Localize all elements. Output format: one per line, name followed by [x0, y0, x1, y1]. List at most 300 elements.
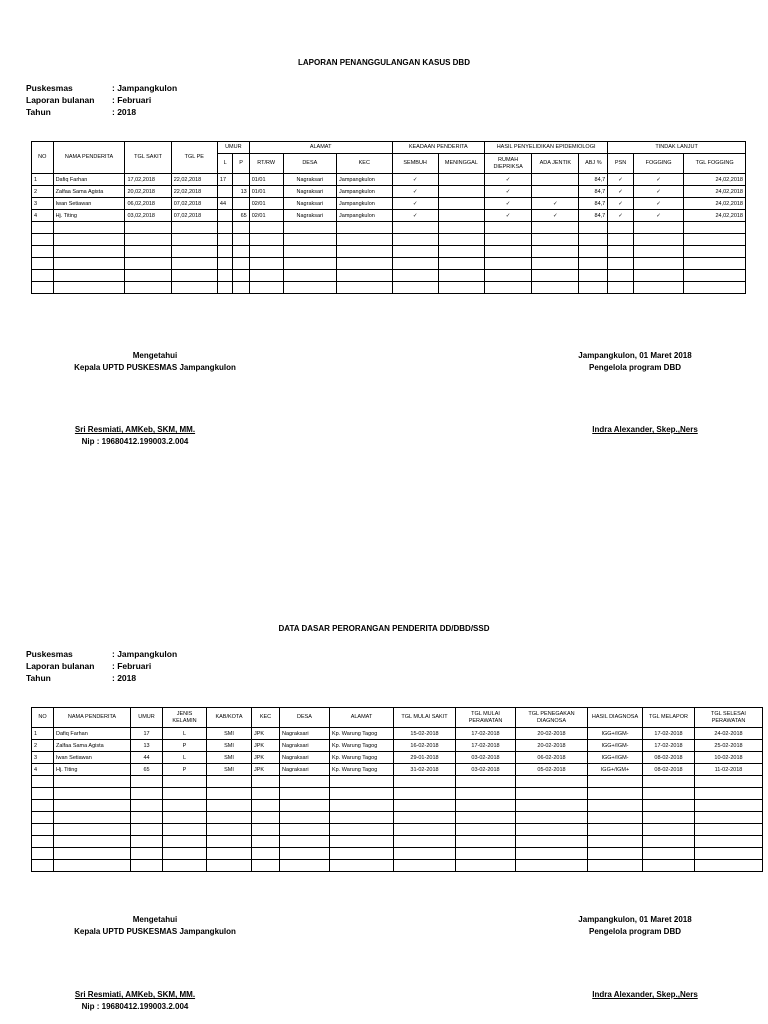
- cell-col-6: Nagraksari: [280, 752, 330, 764]
- empty-cell: [588, 812, 643, 824]
- empty-row: [32, 234, 746, 246]
- empty-cell: [695, 824, 763, 836]
- empty-cell: [207, 824, 252, 836]
- empty-cell: [337, 270, 393, 282]
- empty-cell: [131, 776, 163, 788]
- cell-no: 1: [32, 174, 54, 186]
- empty-cell: [394, 824, 456, 836]
- empty-cell: [330, 788, 394, 800]
- empty-cell: [54, 812, 131, 824]
- cell-col-6: Nagraksari: [280, 764, 330, 776]
- empty-cell: [233, 258, 249, 270]
- empty-cell: [456, 788, 516, 800]
- empty-cell: [394, 812, 456, 824]
- empty-cell: [695, 800, 763, 812]
- empty-cell: [283, 222, 336, 234]
- empty-cell: [131, 860, 163, 872]
- empty-cell: [249, 282, 283, 294]
- empty-cell: [252, 848, 280, 860]
- empty-row: [32, 824, 763, 836]
- empty-cell: [125, 234, 171, 246]
- empty-row: [32, 776, 763, 788]
- sig-jabatan: Kepala UPTD PUSKESMAS Jampangkulon: [74, 927, 236, 936]
- empty-cell: [32, 282, 54, 294]
- report1-title: LAPORAN PENANGGULANGAN KASUS DBD: [297, 58, 470, 67]
- sig-nip: Nip : 19680412.199003.2.004: [81, 437, 189, 446]
- cell-jentik: ✓: [532, 210, 579, 222]
- empty-cell: [394, 800, 456, 812]
- empty-cell: [588, 836, 643, 848]
- cell-col-3: L: [163, 728, 207, 740]
- cell-col-12: 08-02-2018: [643, 764, 695, 776]
- sig-mengetahui: Mengetahui: [132, 351, 178, 360]
- report2-info: [26, 648, 177, 684]
- cell-abj: 84,7: [579, 174, 608, 186]
- header-desa: DESA: [283, 154, 336, 174]
- cell-col-8: 29-01-2018: [394, 752, 456, 764]
- empty-cell: [131, 836, 163, 848]
- empty-cell: [438, 234, 484, 246]
- cell-col-10: 05-02-2018: [516, 764, 588, 776]
- empty-cell: [456, 824, 516, 836]
- report2-table: [31, 707, 763, 872]
- empty-cell: [283, 282, 336, 294]
- empty-cell: [608, 270, 634, 282]
- sig-place-date: Jampangkulon, 01 Maret 2018: [578, 915, 692, 924]
- empty-cell: [53, 246, 125, 258]
- cell-kec: Jampangkulon: [337, 198, 393, 210]
- cell-col-0: 1: [32, 728, 54, 740]
- cell-col-8: 15-02-2018: [394, 728, 456, 740]
- empty-cell: [54, 800, 131, 812]
- empty-cell: [280, 848, 330, 860]
- cell-psn: ✓: [608, 210, 634, 222]
- report1-signature-right-name: [530, 424, 760, 436]
- empty-cell: [283, 258, 336, 270]
- empty-cell: [207, 860, 252, 872]
- empty-cell: [207, 800, 252, 812]
- empty-cell: [207, 836, 252, 848]
- empty-cell: [695, 812, 763, 824]
- header-col-4: KAB/KOTA: [207, 708, 252, 728]
- cell-fogging: ✓: [633, 186, 683, 198]
- empty-cell: [484, 270, 531, 282]
- header-psn: PSN: [608, 154, 634, 174]
- cell-p: 65: [233, 210, 249, 222]
- empty-cell: [643, 848, 695, 860]
- cell-meninggal: [438, 174, 484, 186]
- header-keadaan: KEADAAN PENDERITA: [392, 142, 484, 154]
- empty-cell: [456, 812, 516, 824]
- empty-cell: [32, 258, 54, 270]
- empty-cell: [249, 270, 283, 282]
- empty-cell: [280, 836, 330, 848]
- cell-rumah: ✓: [484, 174, 531, 186]
- empty-row: [32, 836, 763, 848]
- cell-meninggal: [438, 210, 484, 222]
- cell-col-4: SMI: [207, 764, 252, 776]
- empty-cell: [456, 860, 516, 872]
- cell-col-11: IGG+/IGM-: [588, 740, 643, 752]
- empty-cell: [456, 836, 516, 848]
- empty-cell: [394, 836, 456, 848]
- cell-jentik: ✓: [532, 198, 579, 210]
- empty-row: [32, 222, 746, 234]
- empty-cell: [484, 222, 531, 234]
- header-col-8: TGL MULAI SAKIT: [394, 708, 456, 728]
- empty-cell: [32, 246, 54, 258]
- empty-cell: [633, 222, 683, 234]
- cell-sembuh: ✓: [392, 186, 438, 198]
- empty-cell: [207, 848, 252, 860]
- empty-cell: [53, 270, 125, 282]
- header-col-9: TGL MULAI PERAWATAN: [456, 708, 516, 728]
- empty-cell: [125, 258, 171, 270]
- cell-kec: Jampangkulon: [337, 174, 393, 186]
- empty-cell: [588, 776, 643, 788]
- cell-desa: Nagraksari: [283, 186, 336, 198]
- table-row: [32, 186, 746, 198]
- cell-tgl-pe: 07,02,2018: [171, 210, 217, 222]
- cell-col-11: IGG+/IGM+: [588, 764, 643, 776]
- empty-cell: [131, 848, 163, 860]
- empty-cell: [54, 848, 131, 860]
- empty-cell: [217, 270, 232, 282]
- empty-cell: [163, 800, 207, 812]
- cell-p: [233, 174, 249, 186]
- empty-cell: [233, 246, 249, 258]
- sig-nip: Nip : 19680412.199003.2.004: [81, 1002, 189, 1011]
- cell-col-2: 44: [131, 752, 163, 764]
- sig-name: Indra Alexander, Skep.,Ners: [592, 990, 698, 999]
- info-label: Tahun: [26, 107, 51, 117]
- empty-cell: [337, 282, 393, 294]
- report1-signature-left-name: [60, 424, 210, 448]
- empty-cell: [337, 246, 393, 258]
- empty-cell: [125, 282, 171, 294]
- empty-cell: [252, 800, 280, 812]
- cell-abj: 84,7: [579, 210, 608, 222]
- empty-cell: [633, 246, 683, 258]
- empty-cell: [252, 824, 280, 836]
- empty-cell: [233, 270, 249, 282]
- cell-col-1: Dafiq Farhan: [54, 728, 131, 740]
- empty-cell: [131, 800, 163, 812]
- table-row: [32, 728, 763, 740]
- empty-cell: [54, 824, 131, 836]
- empty-cell: [643, 776, 695, 788]
- cell-col-0: 2: [32, 740, 54, 752]
- empty-cell: [633, 258, 683, 270]
- cell-col-7: Kp. Warung Tagog: [330, 764, 394, 776]
- info-label: Puskesmas: [26, 83, 73, 93]
- empty-cell: [438, 258, 484, 270]
- empty-cell: [695, 860, 763, 872]
- empty-cell: [54, 776, 131, 788]
- empty-cell: [252, 812, 280, 824]
- empty-cell: [207, 788, 252, 800]
- cell-nama: Hj. Titing: [53, 210, 125, 222]
- header-col-10: TGL PENEGAKAN DIAGNOSA: [516, 708, 588, 728]
- empty-cell: [695, 776, 763, 788]
- cell-col-3: P: [163, 764, 207, 776]
- empty-cell: [588, 800, 643, 812]
- empty-cell: [394, 788, 456, 800]
- cell-tgl-pe: 07,02,2018: [171, 198, 217, 210]
- empty-cell: [456, 848, 516, 860]
- empty-cell: [163, 836, 207, 848]
- cell-col-5: JPK: [252, 740, 280, 752]
- empty-cell: [588, 788, 643, 800]
- table-row: [32, 740, 763, 752]
- info-value: : Jampangkulon: [112, 649, 178, 659]
- header-tgl-pe: TGL PE: [171, 142, 217, 174]
- empty-cell: [32, 800, 54, 812]
- header-hasil-pe: HASIL PENYELIDIKAN EPIDEMIOLOGI: [484, 142, 607, 154]
- cell-abj: 84,7: [579, 198, 608, 210]
- empty-cell: [633, 282, 683, 294]
- cell-psn: ✓: [608, 174, 634, 186]
- empty-row: [32, 258, 746, 270]
- empty-cell: [516, 812, 588, 824]
- cell-abj: 84,7: [579, 186, 608, 198]
- empty-cell: [207, 776, 252, 788]
- cell-sembuh: ✓: [392, 198, 438, 210]
- header-fogging: FOGGING: [633, 154, 683, 174]
- table-row: [32, 764, 763, 776]
- empty-cell: [171, 282, 217, 294]
- empty-cell: [643, 824, 695, 836]
- empty-cell: [330, 860, 394, 872]
- empty-cell: [252, 860, 280, 872]
- empty-cell: [516, 836, 588, 848]
- empty-cell: [579, 258, 608, 270]
- empty-cell: [484, 282, 531, 294]
- cell-meninggal: [438, 186, 484, 198]
- empty-row: [32, 246, 746, 258]
- empty-cell: [588, 860, 643, 872]
- empty-cell: [163, 824, 207, 836]
- empty-cell: [330, 824, 394, 836]
- empty-row: [32, 860, 763, 872]
- empty-row: [32, 812, 763, 824]
- empty-cell: [392, 270, 438, 282]
- info-value: : Jampangkulon: [112, 83, 178, 93]
- empty-cell: [588, 824, 643, 836]
- empty-cell: [484, 246, 531, 258]
- empty-cell: [438, 282, 484, 294]
- cell-rumah: ✓: [484, 186, 531, 198]
- cell-rtrw: 02/01: [249, 198, 283, 210]
- report1-signature-left: [20, 350, 290, 374]
- report2-signature-left: [20, 914, 290, 938]
- header-tindak-lanjut: TINDAK LANJUT: [608, 142, 746, 154]
- cell-col-3: P: [163, 740, 207, 752]
- empty-cell: [249, 222, 283, 234]
- cell-desa: Nagraksari: [283, 198, 336, 210]
- empty-cell: [131, 788, 163, 800]
- cell-col-4: SMI: [207, 728, 252, 740]
- empty-cell: [516, 824, 588, 836]
- cell-col-5: JPK: [252, 764, 280, 776]
- empty-cell: [392, 246, 438, 258]
- empty-cell: [392, 258, 438, 270]
- empty-row: [32, 788, 763, 800]
- header-col-12: TGL MELAPOR: [643, 708, 695, 728]
- empty-cell: [516, 848, 588, 860]
- empty-cell: [163, 860, 207, 872]
- cell-l: [217, 210, 232, 222]
- info-label: Puskesmas: [26, 649, 73, 659]
- cell-col-12: 17-02-2018: [643, 740, 695, 752]
- cell-sembuh: ✓: [392, 210, 438, 222]
- empty-cell: [684, 246, 746, 258]
- cell-col-4: SMI: [207, 740, 252, 752]
- empty-cell: [125, 270, 171, 282]
- empty-cell: [171, 258, 217, 270]
- header-col-11: HASIL DIAGNOSA: [588, 708, 643, 728]
- empty-cell: [125, 222, 171, 234]
- header-col-3: JENIS KELAMIN: [163, 708, 207, 728]
- empty-row: [32, 800, 763, 812]
- empty-cell: [330, 776, 394, 788]
- report2-signature-right: [530, 914, 740, 938]
- empty-cell: [217, 246, 232, 258]
- cell-col-2: 65: [131, 764, 163, 776]
- empty-cell: [643, 812, 695, 824]
- empty-cell: [438, 246, 484, 258]
- empty-cell: [32, 776, 54, 788]
- empty-cell: [394, 860, 456, 872]
- header-rtrw: RT/RW: [249, 154, 283, 174]
- cell-col-2: 13: [131, 740, 163, 752]
- empty-cell: [233, 222, 249, 234]
- empty-cell: [633, 270, 683, 282]
- cell-col-13: 25-02-2018: [695, 740, 763, 752]
- empty-cell: [330, 836, 394, 848]
- empty-cell: [438, 222, 484, 234]
- header-nama: NAMA PENDERITA: [53, 142, 125, 174]
- sig-name: Sri Resmiati, AMKeb, SKM, MM.: [74, 990, 196, 999]
- cell-p: 13: [233, 186, 249, 198]
- sig-mengetahui: Mengetahui: [132, 915, 178, 924]
- empty-cell: [695, 836, 763, 848]
- info-value: : 2018: [112, 107, 137, 117]
- cell-rtrw: 01/01: [249, 186, 283, 198]
- cell-col-1: Hj. Titing: [54, 764, 131, 776]
- empty-cell: [608, 222, 634, 234]
- info-value: : Februari: [112, 95, 152, 105]
- empty-cell: [392, 222, 438, 234]
- report2-signature-left-name: [60, 989, 210, 1013]
- cell-col-5: JPK: [252, 752, 280, 764]
- empty-cell: [32, 788, 54, 800]
- empty-cell: [532, 222, 579, 234]
- empty-cell: [579, 270, 608, 282]
- cell-rumah: ✓: [484, 210, 531, 222]
- empty-cell: [280, 788, 330, 800]
- info-label: Laporan bulanan: [26, 95, 95, 105]
- empty-cell: [643, 836, 695, 848]
- cell-col-13: 11-02-2018: [695, 764, 763, 776]
- cell-col-12: 17-02-2018: [643, 728, 695, 740]
- cell-col-10: 06-02-2018: [516, 752, 588, 764]
- cell-tgl-pe: 22,02,2018: [171, 174, 217, 186]
- cell-col-9: 17-02-2018: [456, 728, 516, 740]
- empty-cell: [163, 848, 207, 860]
- cell-col-1: Zalfaa Sama Agista: [54, 740, 131, 752]
- empty-cell: [32, 234, 54, 246]
- empty-cell: [579, 246, 608, 258]
- cell-sembuh: ✓: [392, 174, 438, 186]
- report1-signature-right: [530, 350, 740, 374]
- cell-col-6: Nagraksari: [280, 740, 330, 752]
- empty-cell: [171, 270, 217, 282]
- empty-cell: [53, 222, 125, 234]
- empty-cell: [125, 246, 171, 258]
- empty-row: [32, 282, 746, 294]
- cell-jentik: [532, 186, 579, 198]
- cell-col-11: IGG+/IGM-: [588, 752, 643, 764]
- header-col-13: TGL SELESAI PERAWATAN: [695, 708, 763, 728]
- cell-l: 44: [217, 198, 232, 210]
- empty-cell: [608, 282, 634, 294]
- header-col-7: ALAMAT: [330, 708, 394, 728]
- empty-cell: [438, 270, 484, 282]
- empty-cell: [392, 234, 438, 246]
- header-col-1: NAMA PENDERITA: [54, 708, 131, 728]
- empty-cell: [516, 860, 588, 872]
- cell-kec: Jampangkulon: [337, 186, 393, 198]
- header-p: P: [233, 154, 249, 174]
- empty-cell: [532, 246, 579, 258]
- cell-col-10: 20-02-2018: [516, 728, 588, 740]
- empty-row: [32, 848, 763, 860]
- info-label: Laporan bulanan: [26, 661, 95, 671]
- empty-cell: [280, 776, 330, 788]
- empty-cell: [53, 258, 125, 270]
- cell-jentik: [532, 174, 579, 186]
- empty-cell: [32, 848, 54, 860]
- empty-cell: [608, 246, 634, 258]
- empty-cell: [280, 860, 330, 872]
- cell-col-5: JPK: [252, 728, 280, 740]
- empty-cell: [456, 800, 516, 812]
- empty-cell: [53, 282, 125, 294]
- sig-jabatan: Kepala UPTD PUSKESMAS Jampangkulon: [74, 363, 236, 372]
- empty-cell: [532, 258, 579, 270]
- cell-col-7: Kp. Warung Tagog: [330, 740, 394, 752]
- empty-cell: [54, 860, 131, 872]
- cell-col-4: SMI: [207, 752, 252, 764]
- sig-place-date: Jampangkulon, 01 Maret 2018: [578, 351, 692, 360]
- report1-info: [26, 82, 177, 118]
- empty-cell: [532, 282, 579, 294]
- cell-l: [217, 186, 232, 198]
- empty-cell: [684, 258, 746, 270]
- empty-cell: [516, 776, 588, 788]
- cell-meninggal: [438, 198, 484, 210]
- header-alamat: ALAMAT: [249, 142, 392, 154]
- cell-nama: Zalfaa Sama Agista: [53, 186, 125, 198]
- empty-cell: [684, 234, 746, 246]
- empty-cell: [579, 222, 608, 234]
- info-value: : 2018: [112, 673, 137, 683]
- cell-col-3: L: [163, 752, 207, 764]
- header-l: L: [217, 154, 232, 174]
- empty-cell: [54, 836, 131, 848]
- empty-cell: [252, 776, 280, 788]
